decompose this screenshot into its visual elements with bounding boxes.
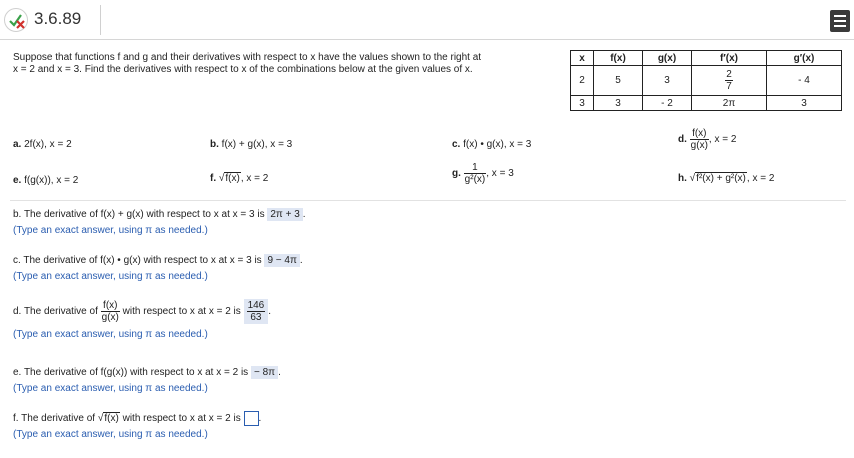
table-cell: 2 xyxy=(571,66,594,96)
answer-hint: (Type an exact answer, using π as needed.) xyxy=(13,329,208,340)
table-cell: 3 xyxy=(594,96,643,111)
part-h: h. √f²(x) + g²(x), x = 2 xyxy=(678,173,775,184)
table-header: f′(x) xyxy=(692,51,767,66)
answer-hint: (Type an exact answer, using π as needed.) xyxy=(13,225,208,236)
table-row xyxy=(571,96,842,111)
table-header: g(x) xyxy=(643,51,692,66)
header-divider xyxy=(100,5,101,35)
table-cell: 2π xyxy=(692,96,767,111)
answer-f-input[interactable] xyxy=(244,411,259,426)
problem-number: 3.6.89 xyxy=(34,9,82,28)
answer-hint: (Type an exact answer, using π as needed.) xyxy=(13,383,208,394)
part-d: d. $\frac{f(x)}{g(x)}$ , x = 2 xyxy=(678,128,737,151)
table-cell-fraction xyxy=(692,66,767,96)
section-divider xyxy=(10,200,846,201)
answer-hint: (Type an exact answer, using π as needed.) xyxy=(13,429,208,441)
menu-icon[interactable] xyxy=(830,10,850,32)
answer-b-value[interactable]: 2π + 3 xyxy=(267,208,302,221)
part-f: f. √f(x), x = 2 xyxy=(210,173,269,184)
partial-credit-icon xyxy=(4,8,28,32)
part-g: g. $\frac{1}{\text{g²(x)}}$ , x = 3 xyxy=(452,162,514,185)
answer-b: b. The derivative of f(x) + g(x) with respect to x at x = 3 is 2π + 3 . (Type an exact answer, using π as needed.) xyxy=(13,207,306,239)
answer-f: f. The derivative of √f(x) with respect to x at x = 2 is . (Type an exact answer, using π as needed.) xyxy=(13,411,261,443)
answer-e: e. The derivative of f(g(x)) with respect to x at x = 2 is − 8π . (Type an exact answer, using π as needed.) xyxy=(13,365,281,397)
answer-c-value[interactable]: 9 − 4π xyxy=(264,254,299,267)
fraction-numerator: 2 xyxy=(726,69,732,80)
table-cell: 5 xyxy=(594,66,643,96)
table-row xyxy=(571,66,842,96)
fraction-denominator: 7 xyxy=(726,81,732,92)
answer-hint: (Type an exact answer, using π as needed.) xyxy=(13,271,208,282)
part-a: a. 2f(x), x = 2 xyxy=(13,139,72,150)
table-header-row xyxy=(571,51,842,66)
table-cell: - 4 xyxy=(767,66,842,96)
answer-e-value[interactable]: − 8π xyxy=(251,366,278,379)
table-header: f(x) xyxy=(594,51,643,66)
table-cell: 3 xyxy=(767,96,842,111)
header-rule xyxy=(0,39,854,40)
prompt-line-2: x = 2 and x = 3. Find the derivatives with respect to x of the combinations below at the given values of x. xyxy=(13,64,473,75)
part-b: b. f(x) + g(x), x = 3 xyxy=(210,139,293,150)
table-header: x xyxy=(571,51,594,66)
table-cell: 3 xyxy=(571,96,594,111)
prompt-line-1: Suppose that functions f and g and their derivatives with respect to x have the values shown to the right at xyxy=(13,52,482,63)
answer-d-value[interactable]: $\frac{146}{63}$ xyxy=(244,299,269,324)
problem-prompt xyxy=(13,52,568,76)
part-c: c. f(x) • g(x), x = 3 xyxy=(452,139,532,150)
values-table xyxy=(570,50,842,111)
table-cell: - 2 xyxy=(643,96,692,111)
answer-d: d. The derivative of $\frac{f(x)}{g(x)}$ with respect to x at x = 2 is $\frac{146}{63}$ . (Type an exact answer, using π as needed.) xyxy=(13,299,271,343)
table-cell: 3 xyxy=(643,66,692,96)
table-header: g′(x) xyxy=(767,51,842,66)
part-e: e. f(g(x)), x = 2 xyxy=(13,175,79,186)
answer-c: c. The derivative of f(x) • g(x) with respect to x at x = 3 is 9 − 4π . (Type an exact answer, using π as needed.) xyxy=(13,253,303,285)
